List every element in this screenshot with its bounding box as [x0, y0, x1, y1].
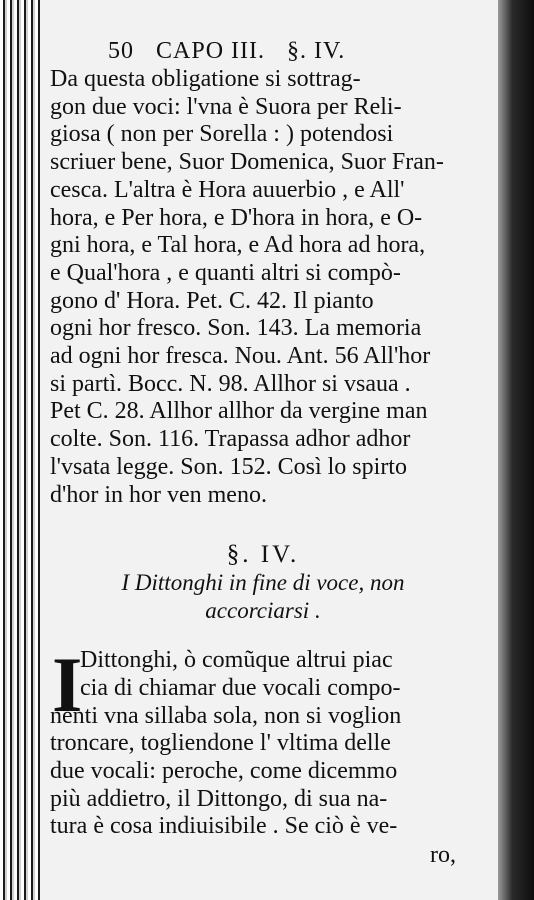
page-text [50, 38, 476, 869]
section-subtitle-line: I Dittonghi in fine di voce, non [121, 570, 405, 596]
text-line: l'vsata legge. Son. 152. Così lo spirto [50, 453, 407, 480]
text-line: hora, e Per hora, e D'hora in hora, e O- [50, 204, 423, 231]
text-line: tura è cosa indiuisibile . Se ciò è ve- [50, 813, 398, 840]
page-shadow [498, 0, 534, 900]
paragraph [50, 641, 476, 841]
text-line: giosa ( non per Sorella : ) potendosi [50, 121, 394, 148]
text-line: Da questa obligatione si sottrag- [50, 66, 361, 92]
text-line: più addietro, il Dittongo, di sua na- [50, 785, 388, 812]
text-line: ogni hor fresco. Son. 143. La memoria [50, 315, 422, 342]
text-line: gono d' Hora. Pet. C. 42. Il pianto [50, 287, 374, 314]
text-line: gon due voci: l'vna è Suora per Reli- [50, 93, 402, 120]
text-line: Dittonghi, ò comũque altrui piac [80, 647, 393, 674]
chapter-heading: CAPO III. [156, 38, 265, 64]
text-line: d'hor in hor ven meno. [50, 481, 267, 508]
text-line: ad ogni hor fresca. Nou. Ant. 56 All'hor [50, 343, 431, 370]
text-line: si partì. Bocc. N. 98. Allhor si vsaua . [50, 370, 411, 397]
text-line: cesca. L'altra è Hora auuerbio , e All' [50, 176, 405, 203]
text-line: gni hora, e Tal hora, e Ad hora ad hora, [50, 232, 426, 259]
catchword: ro, [430, 842, 456, 869]
text-line: troncare, togliendone l' vltima delle [50, 730, 391, 757]
text-line: Pet C. 28. Allhor allhor da vergine man [50, 398, 428, 425]
text-line: colte. Son. 116. Trapassa adhor adhor [50, 426, 411, 453]
book-gutter [0, 0, 40, 900]
section-subtitle-line: accorciarsi . [205, 598, 321, 624]
section-title: §. IV. [226, 541, 300, 569]
text-line: e Qual'hora , e quanti altri si compò- [50, 259, 401, 286]
page-number: 50 [108, 38, 134, 64]
text-line: scriuer bene, Suor Domenica, Suor Fran- [50, 149, 444, 176]
text-line: due vocali: peroche, come dicemmo [50, 758, 398, 785]
drop-cap: I [52, 641, 83, 729]
text-line: cia di chiamar due vocali compo- [80, 674, 401, 701]
section-heading: §. IV. [287, 38, 346, 64]
body-text [50, 66, 476, 509]
text-line: nenti vna sillaba sola, non si voglion [50, 702, 402, 729]
running-header [50, 38, 476, 66]
